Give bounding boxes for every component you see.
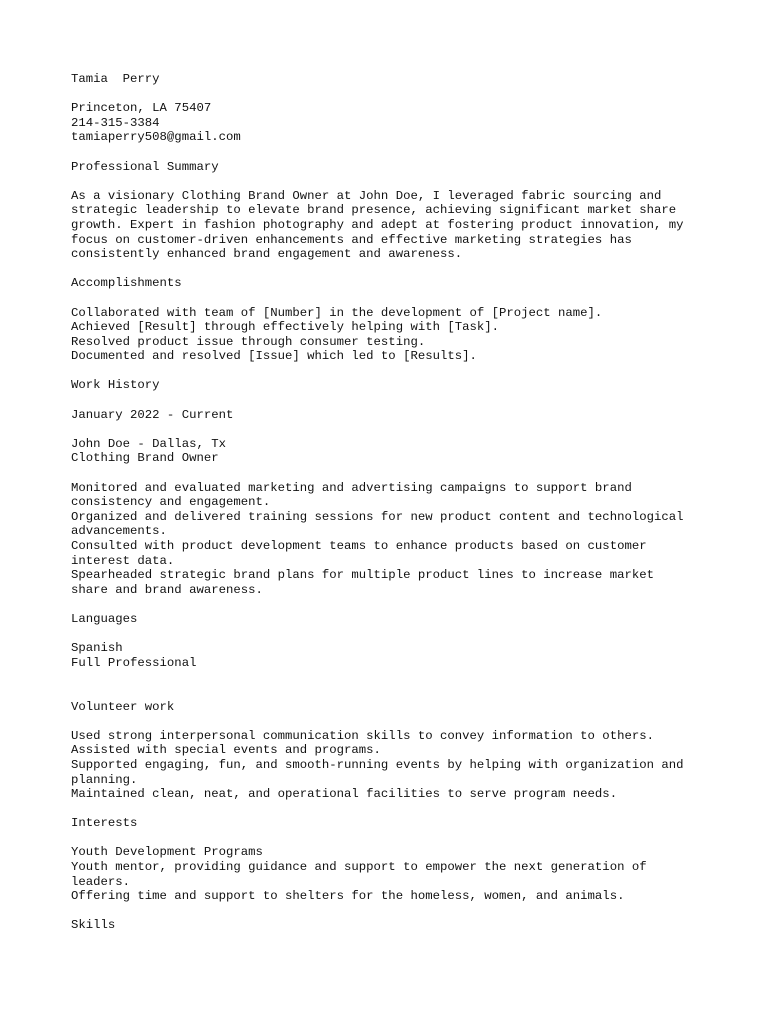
interests-heading: Interests bbox=[71, 816, 138, 831]
job-duty-line: Monitored and evaluated marketing and advertising campaigns to support brand bbox=[71, 480, 632, 495]
languages-heading: Languages bbox=[71, 611, 138, 626]
language-level: Full Professional bbox=[71, 655, 197, 670]
accomplishment-item: Resolved product issue through consumer testing. bbox=[71, 334, 426, 349]
resume-document bbox=[71, 72, 751, 933]
language-name: Spanish bbox=[71, 641, 123, 656]
volunteer-line: Supported engaging, fun, and smooth-running events by helping with organization and bbox=[71, 757, 684, 772]
interest-line: Youth Development Programs bbox=[71, 845, 263, 860]
interest-line: Offering time and support to shelters for the homeless, women, and animals. bbox=[71, 889, 625, 904]
volunteer-heading: Volunteer work bbox=[71, 699, 175, 714]
interest-line: Youth mentor, providing guidance and support to empower the next generation of bbox=[71, 860, 647, 875]
volunteer-line: Used strong interpersonal communication skills to convey information to others. bbox=[71, 728, 654, 743]
summary-heading: Professional Summary bbox=[71, 159, 219, 174]
summary-line: growth. Expert in fashion photography and adept at fostering product innovation, my bbox=[71, 217, 684, 232]
volunteer-line: planning. bbox=[71, 772, 138, 787]
volunteer-line: Maintained clean, neat, and operational facilities to serve program needs. bbox=[71, 787, 618, 802]
accomplishment-item: Documented and resolved [Issue] which led to [Results]. bbox=[71, 349, 477, 364]
job-duty-line: advancements. bbox=[71, 524, 167, 539]
job-employer: John Doe - Dallas, Tx bbox=[71, 436, 226, 451]
job-title: Clothing Brand Owner bbox=[71, 451, 219, 466]
accomplishment-item: Achieved [Result] through effectively helping with [Task]. bbox=[71, 320, 500, 335]
job-duty-line: Organized and delivered training sessions for new product content and technological bbox=[71, 509, 684, 524]
interest-line: leaders. bbox=[71, 874, 131, 889]
volunteer-line: Assisted with special events and programs. bbox=[71, 743, 381, 758]
job-dates: January 2022 - Current bbox=[71, 407, 234, 422]
skills-heading: Skills bbox=[71, 918, 116, 933]
work-history-heading: Work History bbox=[71, 378, 160, 393]
summary-line: strategic leadership to elevate brand presence, achieving significant market share bbox=[71, 203, 677, 218]
accomplishment-item: Collaborated with team of [Number] in the development of [Project name]. bbox=[71, 305, 603, 320]
job-duty-line: Spearheaded strategic brand plans for multiple product lines to increase market bbox=[71, 568, 654, 583]
job-duty-line: Consulted with product development teams to enhance products based on customer bbox=[71, 539, 647, 553]
job-duty-line: interest data. bbox=[71, 553, 175, 568]
summary-line: As a visionary Clothing Brand Owner at John Doe, I leveraged fabric sourcing and bbox=[71, 188, 662, 203]
accomplishments-heading: Accomplishments bbox=[71, 276, 182, 291]
email: tamiaperry508@gmail.com bbox=[71, 130, 241, 145]
address: Princeton, LA 75407 bbox=[71, 101, 212, 116]
job-duty-line: share and brand awareness. bbox=[71, 582, 263, 597]
candidate-name: Tamia Perry bbox=[71, 72, 160, 86]
summary-line: focus on customer-driven enhancements and effective marketing strategies has bbox=[71, 232, 632, 247]
phone: 214-315-3384 bbox=[71, 115, 160, 130]
job-duty-line: consistency and engagement. bbox=[71, 495, 271, 510]
summary-line: consistently enhanced brand engagement and awareness. bbox=[71, 247, 463, 262]
